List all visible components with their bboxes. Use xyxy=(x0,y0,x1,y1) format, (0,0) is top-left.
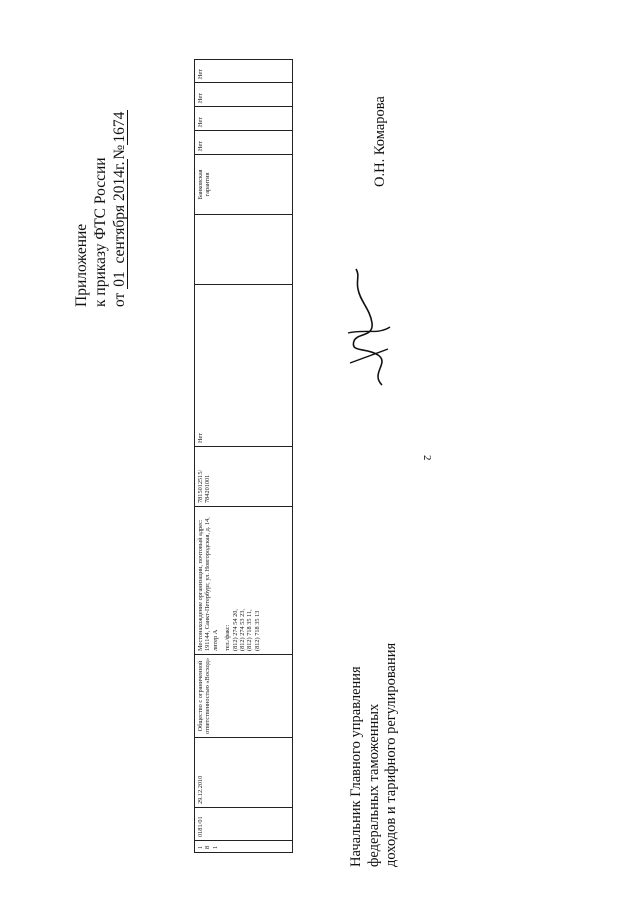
cell-inn-kpp: 7815012515/ 784201001 xyxy=(195,447,293,507)
annex-order-ref: к приказу ФТС России xyxy=(92,157,109,307)
page-number: 2 xyxy=(421,455,433,461)
registry-table xyxy=(194,59,293,853)
cell-col14: Нет xyxy=(195,60,293,83)
cell-org-name: Общество с ограниченной ответственностью «Восход» xyxy=(195,655,293,738)
signer-name: О.Н. Комарова xyxy=(372,96,388,187)
annex-title: Приложение xyxy=(73,223,90,307)
cell-address: Местонахождение организации, почтовый адрес: 191144, Санкт-Петербург, ул. Новгородская, д. 14, литер А тел./факс: (812) 274 54 20, (812) 274 53 23, (812) 718 35 11, (812) 718 35 13 xyxy=(195,507,293,655)
cell-col8: Нет xyxy=(195,285,293,447)
annex-date-line: от 01 сентября 2014г.№1674 xyxy=(111,111,128,307)
annex-header xyxy=(72,47,129,307)
cell-date: 29.12.2010 xyxy=(195,738,293,808)
annex-date: 01 сентября 2014г. xyxy=(111,161,128,287)
table-row xyxy=(195,60,293,853)
handwritten-signature xyxy=(330,263,400,393)
cell-num: 181 xyxy=(195,841,293,853)
signer-title: Начальник Главного управления федеральных таможенных доходов и тарифного регулирования xyxy=(348,642,399,867)
annex-number: 1674 xyxy=(111,111,128,143)
cell-col12: Нет xyxy=(195,107,293,131)
annex-number-sign: № xyxy=(111,144,128,160)
cell-col11: Нет xyxy=(195,131,293,155)
cell-col9 xyxy=(195,215,293,285)
cell-code: 0181/01 xyxy=(195,808,293,841)
cell-col13: Нет xyxy=(195,83,293,107)
cell-guarantee: Банковская гарантия xyxy=(195,155,293,215)
